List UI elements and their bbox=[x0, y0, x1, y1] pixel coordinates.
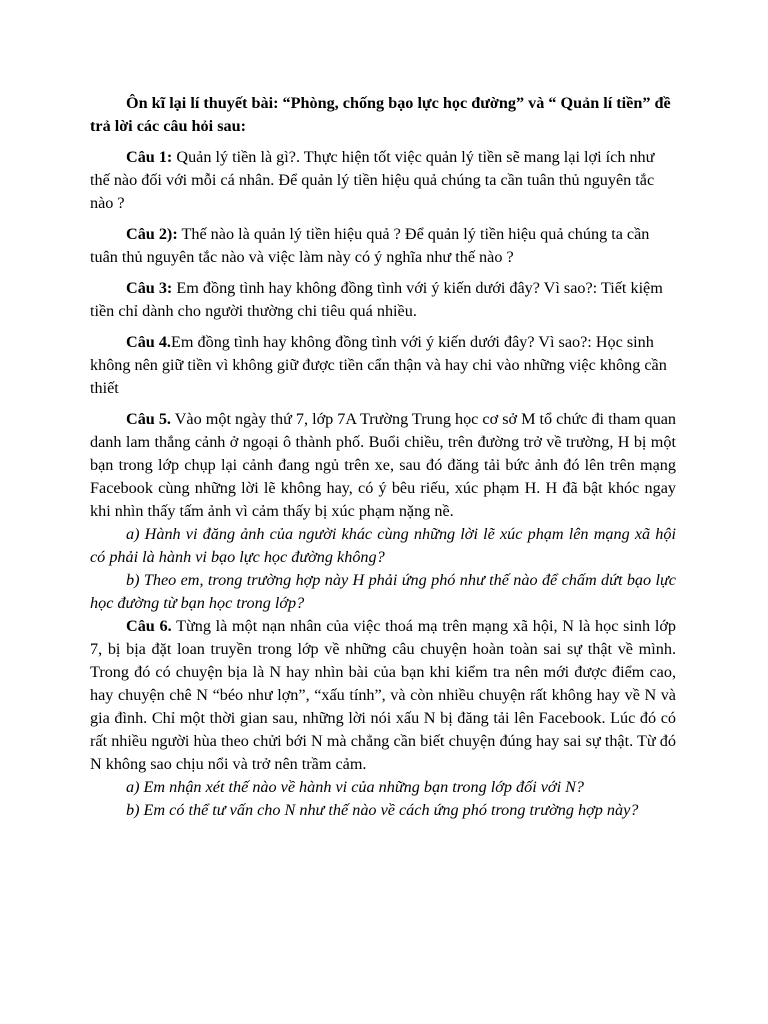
question-1-label: Câu 1: bbox=[126, 148, 173, 166]
question-3 bbox=[90, 277, 676, 323]
question-4 bbox=[90, 331, 676, 400]
question-2 bbox=[90, 223, 676, 269]
document-title: Ôn kĩ lại lí thuyết bài: “Phòng, chống bạo lực học đường” và “ Quản lí tiền” đề trả lời các câu hỏi sau: bbox=[90, 94, 671, 135]
question-6 bbox=[90, 615, 676, 776]
question-5-sub-b: b) Theo em, trong trường hợp này H phải ứng phó như thế nào để chấm dứt bạo lực học đường từ bạn học trong lớp? bbox=[90, 571, 676, 612]
question-2-text: Thế nào là quản lý tiền hiệu quả ? Để quản lý tiền hiệu quả chúng ta cần tuân thủ nguyên tắc nào và việc làm này có ý nghĩa như thế nào ? bbox=[90, 225, 650, 266]
question-1 bbox=[90, 146, 676, 215]
question-6-sub-b: b) Em có thể tư vấn cho N như thế nào về cách ứng phó trong trường hợp này? bbox=[126, 801, 639, 819]
question-5-text: Vào một ngày thứ 7, lớp 7A Trường Trung học cơ sở M tổ chức đi tham quan danh lam thắng cảnh ở ngoại ô thành phố. Buổi chiều, trên đường trở về trường, H bị một bạn trong lớp chụp lại cảnh đang ngủ trên xe, sau đó đăng tải bức ảnh đó lên trên mạng Facebook cùng những lời lẽ không hay, có ý bêu riếu, xúc phạm H. H đã bật khóc ngay khi nhìn thấy tấm ảnh vì cảm thấy bị xúc phạm nặng nề. bbox=[90, 410, 676, 520]
question-1-text: Quản lý tiền là gì?. Thực hiện tốt việc quản lý tiền sẽ mang lại lợi ích như thế nào đối với mỗi cá nhân. Để quản lý tiền hiệu quả chúng ta cần tuân thủ nguyên tắc nào ? bbox=[90, 148, 655, 212]
question-5-sub-a: a) Hành vi đăng ảnh của người khác cùng những lời lẽ xúc phạm lên mạng xã hội có phải là hành vi bạo lực học đường không? bbox=[90, 525, 676, 566]
question-2-label: Câu 2): bbox=[126, 225, 178, 243]
question-5-label: Câu 5. bbox=[126, 410, 171, 428]
question-3-label: Câu 3: bbox=[126, 279, 173, 297]
question-6-label: Câu 6. bbox=[126, 617, 172, 635]
question-6-text: Từng là một nạn nhân của việc thoá mạ trên mạng xã hội, N là học sinh lớp 7, bị bịa đặt loan truyền trong lớp về những câu chuyện hoàn toàn sai sự thật về mình. Trong đó có chuyện bịa là N hay nhìn bài của bạn khi kiểm tra nên mới được điểm cao, hay chuyện chê N “béo như lợn”, “xấu tính”, và còn nhiều chuyện rất không hay về N và gia đình. Chỉ một thời gian sau, những lời nói xấu N bị đăng tải lên Facebook. Lúc đó có rất nhiều người hùa theo chửi bới N mà chẳng cần biết chuyện đúng hay sai sự thật. Từ đó N không sao chịu nổi và trở nên trầm cảm. bbox=[90, 617, 676, 773]
question-6-sub-a: a) Em nhận xét thế nào về hành vi của những bạn trong lớp đối với N? bbox=[126, 778, 584, 796]
question-3-text: Em đồng tình hay không đồng tình với ý kiến dưới đây? Vì sao?: Tiết kiệm tiền chỉ dành cho người thường chi tiêu quá nhiều. bbox=[90, 279, 663, 320]
question-5 bbox=[90, 408, 676, 523]
question-4-text: Em đồng tình hay không đồng tình với ý kiến dưới đây? Vì sao?: Học sinh không nên giữ tiền vì không giữ được tiền cẩn thận và hay chi vào những việc không cần thiết bbox=[90, 333, 667, 397]
question-4-label: Câu 4. bbox=[126, 333, 171, 351]
